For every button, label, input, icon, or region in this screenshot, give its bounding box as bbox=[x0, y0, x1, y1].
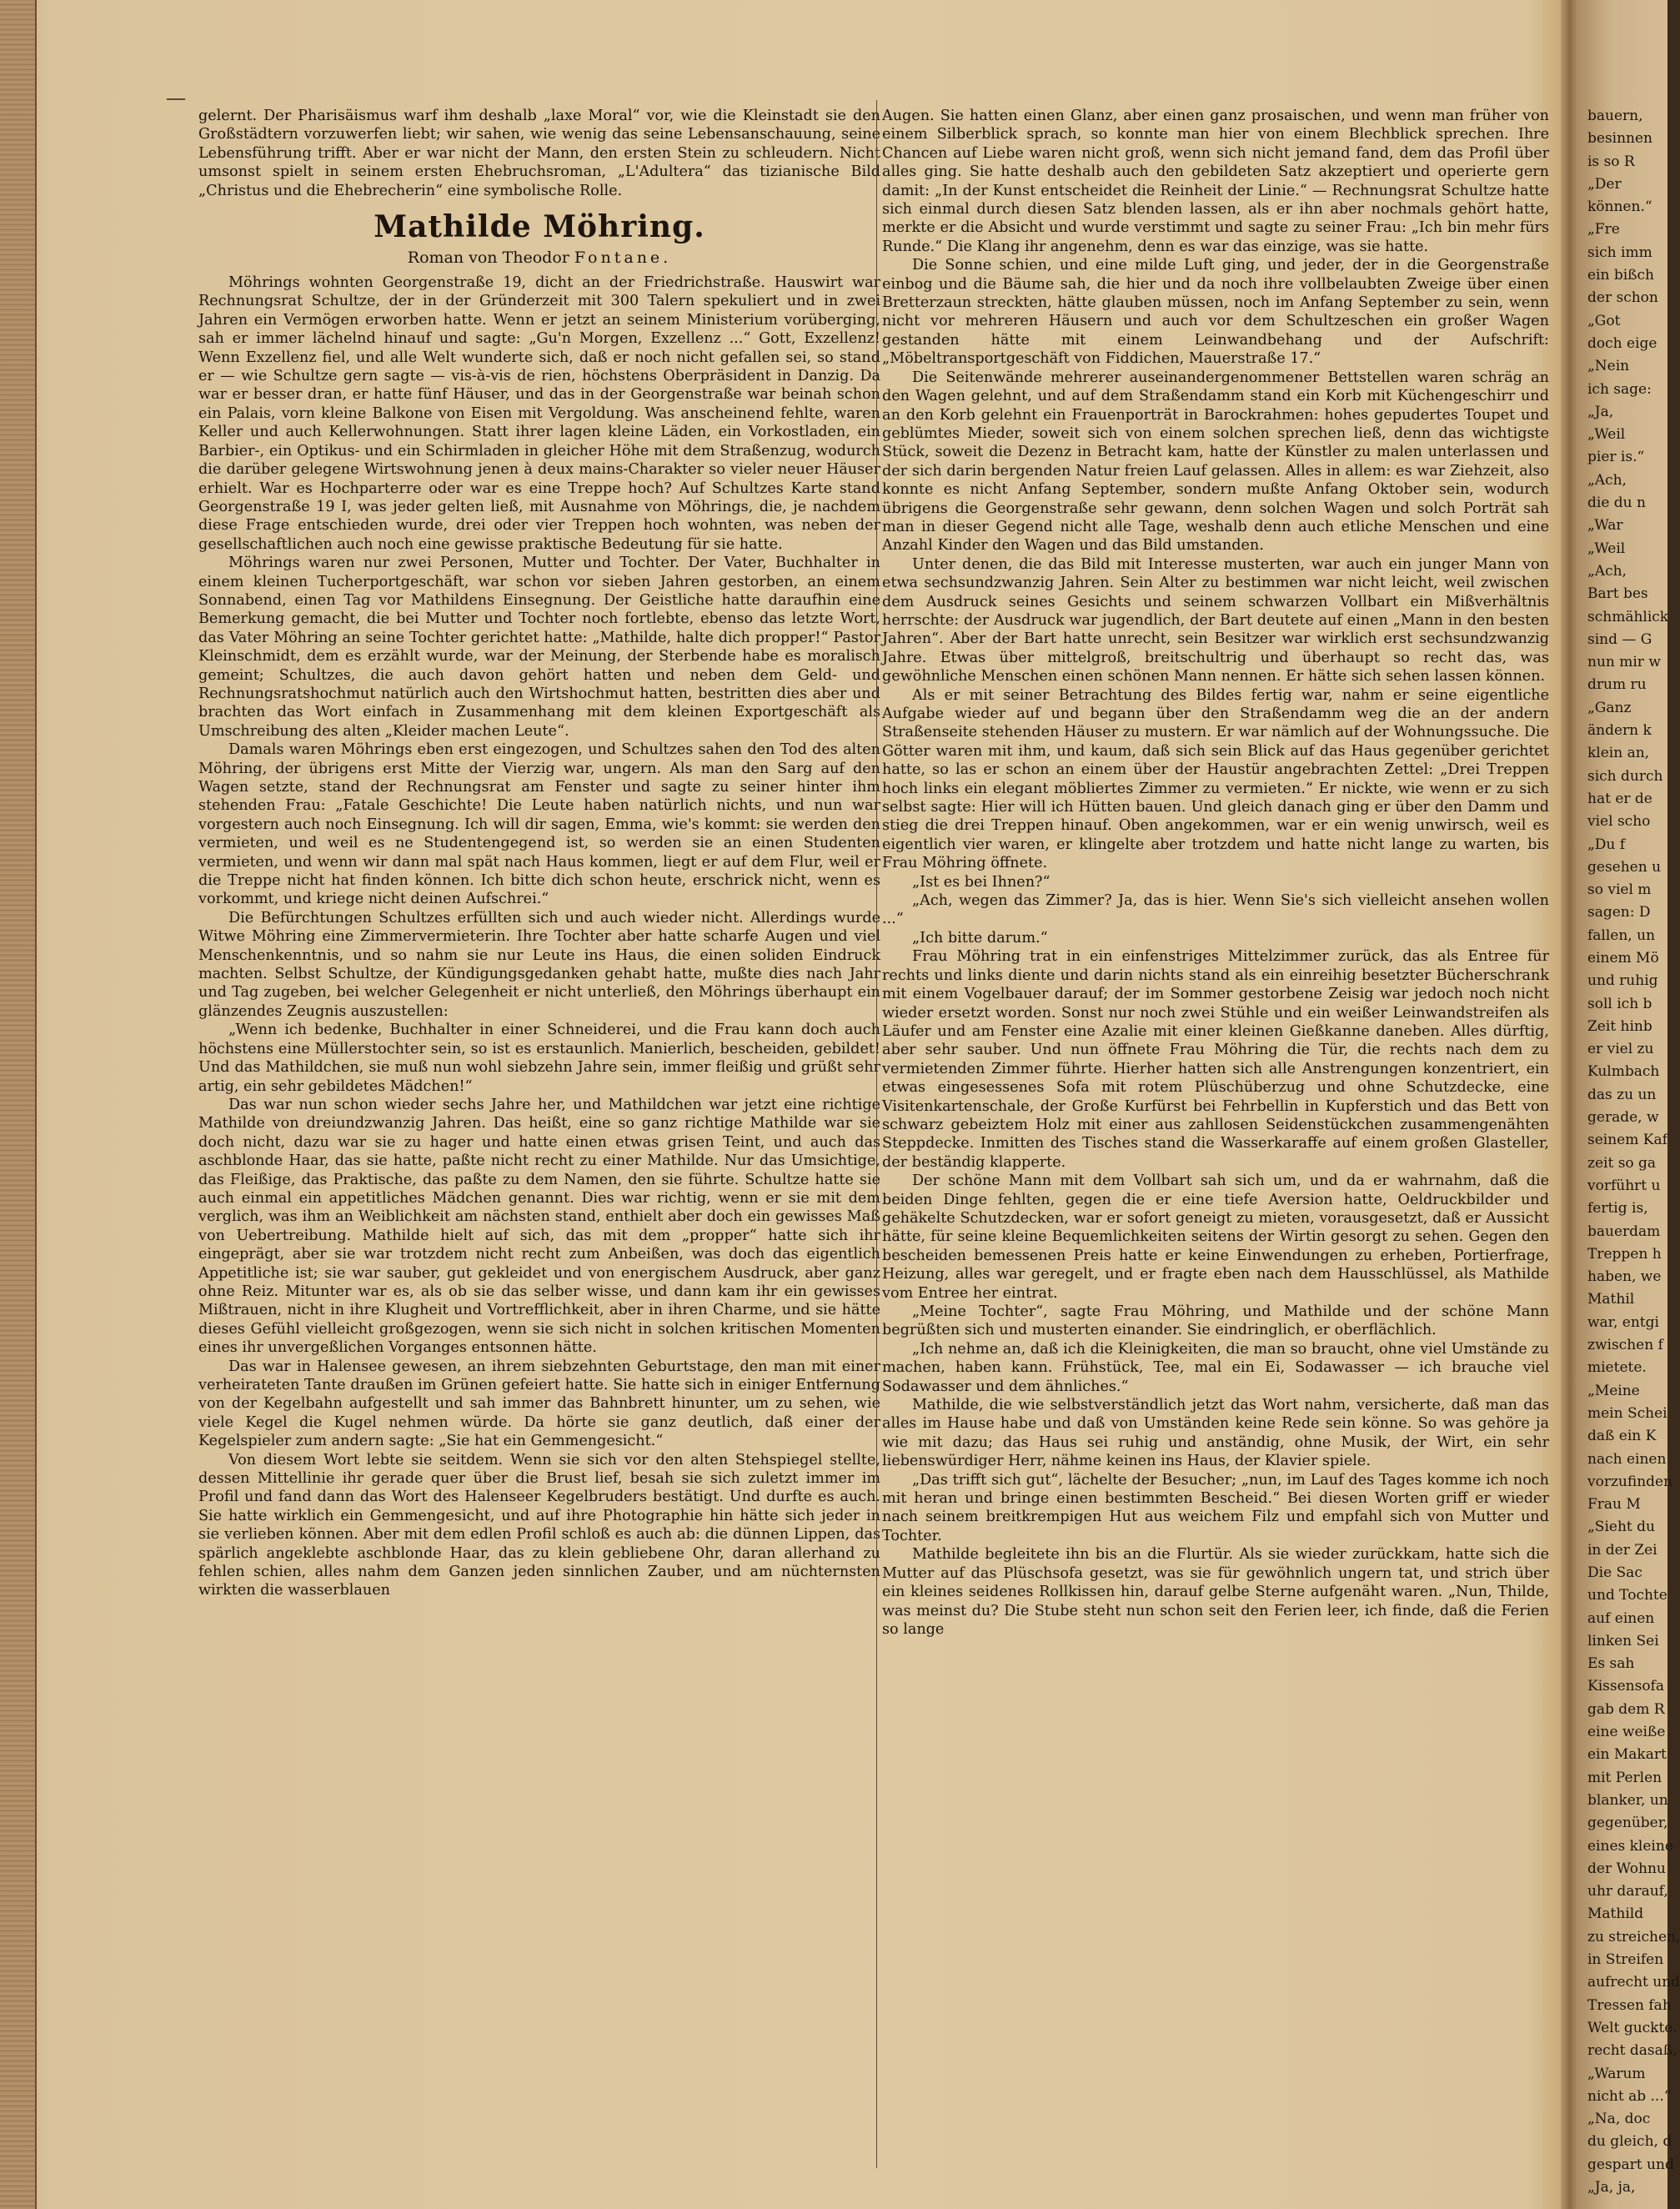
article-subtitle bbox=[198, 247, 880, 269]
facing-page-line: Zeit hinb bbox=[1587, 1017, 1652, 1035]
facing-page-column bbox=[1587, 107, 1680, 2196]
facing-page-line: bauerdam bbox=[1587, 1222, 1661, 1240]
facing-page-line: vorzufinden bbox=[1587, 1473, 1673, 1490]
facing-page-line: „War bbox=[1587, 517, 1623, 535]
facing-page-line: gesehen u bbox=[1587, 858, 1662, 876]
facing-page-line: gab dem R bbox=[1587, 1700, 1665, 1718]
paragraph: Mathilde begleitete ihn bis an die Flurtür. Als sie wieder zurückkam, hatte sich die Mutter auf das Plüschsofa gesetzt, was sie für gewöhnlich ungern tat, und strich über ein kleines seidenes Rollkissen hin, darauf gelbe Sterne aufgenäht waren. „Nun, Thilde, was meinst du? Die Stube steht nun schon seit den Ferien leer, ich finde, daß die Ferien so lange bbox=[882, 1546, 1549, 1638]
facing-page-line: Treppen h bbox=[1587, 1245, 1662, 1263]
facing-page-line: „Du f bbox=[1587, 836, 1626, 853]
facing-page-line: aufrecht und bbox=[1587, 1974, 1680, 1991]
book-gutter bbox=[1561, 0, 1576, 2209]
facing-page-line: linken Sei bbox=[1587, 1632, 1659, 1649]
facing-page-line: „Ganz bbox=[1587, 699, 1632, 716]
facing-page-line: pier is.“ bbox=[1587, 449, 1645, 466]
facing-page-line: gegenüber, bbox=[1587, 1815, 1668, 1832]
facing-page-line: „Weil bbox=[1587, 426, 1626, 444]
facing-page-line: „Der bbox=[1587, 175, 1622, 193]
facing-page-line: Kulmbach bbox=[1587, 1063, 1660, 1081]
facing-page-line: du gleich, d bbox=[1587, 2133, 1672, 2151]
article-title: Mathilde Möhring. bbox=[374, 209, 705, 245]
facing-page-line: haben, we bbox=[1587, 1268, 1662, 1286]
paragraph: Die Befürchtungen Schultzes erfüllten sich und auch wieder nicht. Allerdings wurde Witwe Möhring eine Zimmervermieterin. Ihre Tochter aber hatte scharfe Augen und viel Menschenkenntnis, und so nahm sie nur Leute ins Haus, die einen soliden Eindruck machten. Selbst Schultze, der Kündigungsgedanken gehabt hatte, mußte dies nach Jahr und Tag zugeben, bei welcher Gelegenheit er nicht unterließ, den Möhrings überhaupt ein glänzendes Zeugnis auszustellen: bbox=[198, 909, 880, 1020]
facing-page-line: „Ja, ja, bbox=[1587, 2179, 1636, 2196]
facing-page-line: ändern k bbox=[1587, 722, 1652, 740]
facing-page-line: Mathild bbox=[1587, 1905, 1644, 1923]
facing-page-line: „Got bbox=[1587, 312, 1621, 329]
paragraph: „Das trifft sich gut“, lächelte der Besucher; „nun, im Lauf des Tages komme ich noch mit heran und bringe einen bestimmten Bescheid.“ Bei diesen Worten griff er wieder nach seinem breitkrempigen Hut aus weichem Filz und empfahl sich von Mutter und Tochter. bbox=[882, 1471, 1549, 1544]
paragraph: Augen. Sie hatten einen Glanz, aber einen ganz prosaischen, und wenn man früher von einem Silberblick sprach, so konnte man hier von einem Blechblick sprechen. Ihre Chancen auf Liebe waren nicht groß, wenn sich nicht jemand fand, dem das Profil über alles ging. Sie hatte deshalb auch den gebildeten Satz akzeptiert und operierte gern damit: „In der Kunst entscheidet die Reinheit der Linie.“ — Rechnungsrat Schultze hatte sich einmal durch diesen Satz blenden lassen, als er ihn aber nochmals gehört hatte, merkte er die Absicht und wurde verstimmt und sagte zu seiner Frau: „Ich bin mehr fürs Runde.“ Die Klang ihr angenehm, denn es war das einzige, was sie hatte. bbox=[882, 108, 1549, 255]
facing-page-line: bauern, bbox=[1587, 108, 1643, 124]
facing-page-line: „Ach, bbox=[1587, 471, 1627, 489]
facing-page-line: vorführt u bbox=[1587, 1177, 1661, 1194]
paragraph: „Meine Tochter“, sagte Frau Möhring, und Mathilde und der schöne Mann begrüßten sich und musterten einander. Sie eindringlich, er oberflächlich. bbox=[882, 1303, 1549, 1339]
facing-page-line: „Nein bbox=[1587, 358, 1630, 375]
facing-page-line: in Streifen bbox=[1587, 1951, 1664, 1969]
paragraph: „Ich bitte darum.“ bbox=[912, 929, 1048, 946]
facing-page-line: nun mir w bbox=[1587, 654, 1661, 671]
facing-page-line: fallen, un bbox=[1587, 926, 1656, 944]
facing-page-line: drum ru bbox=[1587, 676, 1647, 694]
facing-page-line: sagen: D bbox=[1587, 904, 1651, 921]
facing-page-line: „Fre bbox=[1587, 221, 1620, 238]
facing-page-line: mein Schei bbox=[1587, 1404, 1667, 1422]
facing-page-line: mietete. bbox=[1587, 1359, 1647, 1377]
left-column bbox=[198, 107, 880, 2166]
facing-page-line: in der Zei bbox=[1587, 1541, 1657, 1559]
author-name: Fontane. bbox=[574, 249, 672, 268]
column-divider bbox=[876, 100, 877, 2168]
facing-page-line: und ruhig bbox=[1587, 972, 1658, 990]
facing-page-line: klein an, bbox=[1587, 745, 1650, 762]
facing-page-line: sich durch bbox=[1587, 767, 1663, 785]
facing-page-line: „Warum bbox=[1587, 2065, 1646, 2082]
facing-page-line: besinnen bbox=[1587, 130, 1653, 148]
facing-page-line: nicht ab ...“ bbox=[1587, 2087, 1672, 2105]
facing-page-line: war, entgi bbox=[1587, 1313, 1659, 1331]
facing-page-line: Die Sac bbox=[1587, 1564, 1642, 1581]
facing-page-line: Mathil bbox=[1587, 1291, 1635, 1308]
paragraph: Das war in Halensee gewesen, an ihrem siebzehnten Geburtstage, den man mit einer verheirateten Tante draußen im Grünen gefeiert hatte. Sie hatte sich in einiger Entfernung von der Kegelbahn aufgestellt und sah immer das Bahnbrett hinunter, um zu sehen, wie viele Kegel die Kugel nehmen würde. Da hörte sie ganz deutlich, daß einer der Kegelspieler zum andern sagte: „Sie hat ein Gemmengesicht.“ bbox=[198, 1358, 880, 1450]
facing-page-line: „Meine bbox=[1587, 1382, 1640, 1399]
facing-page-line: uhr darauf, bbox=[1587, 1883, 1668, 1900]
paragraph: Der schöne Mann mit dem Vollbart sah sich um, und da er wahrnahm, daß die beiden Dinge fehlten, gegen die er eine tiefe Aversion hatte, Oeldruckbilder und gehäkelte Schutzdecken, war er sofort geneigt zu mieten, vorausgesetzt, daß er Aussicht hätte, für seine kleine Bequemlichkeiten seitens der Wirtin gesorgt zu sehen. Gegen den bescheiden bemessenen Preis hatte er keine Einwendungen zu erheben, Portierfrage, Heizung, alles war geregelt, und er fragte eben nach dem Hausschlüssel, als Mathilde vom Entree her eintrat. bbox=[882, 1172, 1549, 1302]
facing-page-line: sind — G bbox=[1587, 630, 1652, 648]
facing-page-line: zwischen f bbox=[1587, 1337, 1663, 1354]
page-margin-mark bbox=[167, 98, 185, 100]
subtitle-prefix: Roman von Theodor bbox=[407, 249, 569, 268]
facing-page-line: mit Perlen bbox=[1587, 1769, 1662, 1786]
paragraph: Die Seitenwände mehrerer auseinandergenommener Bettstellen waren schräg an den Wagen gelehnt, und auf dem Straßendamm stand ein Korb mit Küchengeschirr und an den Korb gelehnt ein Frauenporträt in Barockrahmen: hohes gepudertes Toupet und geblümtes Mieder, soweit sich von einem solchen sprechen ließ, denn das wichtigste Stück, soweit die Dezenz in Betracht kam, hatte der Künstler zu malen unterlassen und der sich darin bergenden Natur freien Lauf gelassen. Alles in allem: es war Ziehzeit, also konnte es nicht Anfang September, sondern mußte Anfang Oktober sein, wodurch übrigens die Georgenstraße sehr gewann, denn solchen Wagen und solch Porträt sah man in dieser Gegend nicht alle Tage, weshalb denn auch etliche Menschen und eine Anzahl Kinder den Wagen und das Bild umstanden. bbox=[882, 369, 1549, 555]
paragraph: Von diesem Wort lebte sie seitdem. Wenn sie sich vor den alten Stehspiegel stellte, dessen Mittellinie ihr gerade quer über die Brust lief, besah sie sich zuletzt immer im Profil und fand dann das Wort des Halenseer Kegelbruders bestätigt. Und durfte es auch. Sie hatte wirklich ein Gemmengesicht, und auf ihre Photographie hin hätte sich jeder in sie verlieben können. Aber mit dem edlen Profil schloß es auch ab: die dünnen Lippen, das spärlich angeklebte aschblonde Haar, das zu klein gebliebene Ohr, daran allerhand zu fehlen schien, alles nahm dem Ganzen jeden sinnlichen Zauber, und am nüchternsten wirkten die wasserblauen bbox=[198, 1451, 880, 1599]
facing-page-line: Tressen fah bbox=[1587, 1996, 1672, 2014]
facing-page-line: Frau M bbox=[1587, 1496, 1641, 1514]
intro-paragraph: gelernt. Der Pharisäismus warf ihm deshalb „laxe Moral“ vor, wie die Kleinstadt sie den Großstädtern vorzuwerfen liebt; wir sahen, wie wenig das seine Lebensanschauung, seine Lebensführung trifft. Aber er war nicht der Mann, den ersten Stein zu schleudern. Nicht umsonst spielt in seinem ersten Ehebruchsroman, „L'Adultera“ das tizianische Bild „Christus und die Ehebrecherin“ eine symbolische Rolle. bbox=[198, 108, 880, 199]
facing-page-line: sich imm bbox=[1587, 243, 1652, 261]
facing-page-line: „Na, doc bbox=[1587, 2111, 1651, 2128]
paragraph: Möhrings waren nur zwei Personen, Mutter und Tochter. Der Vater, Buchhalter in einem kleinen Tucherportgeschäft, war schon vor sieben Jahren gestorben, an einem Sonnabend, einen Tag vor Mathildens Einsegnung. Der Geistliche hatte daraufhin eine Bemerkung gemacht, die bei Mutter und Tochter noch fortlebte, ebenso das letzte Wort, das Vater Möhring an seine Tochter gerichtet hatte: „Mathilde, halte dich propper!“ Pastor Kleinschmidt, dem es erzählt wurde, war der Meinung, der Sterbende habe es moralisch gemeint; Schultzes, die auch davon gehört hatten und neben dem Geld- und Rechnungsratshochmut natürlich auch den Wirtshochmut hatten, bestritten dies aber und brachten das Wort einfach in Zusammenhang mit dem kleinen Exportgeschäft als Umschreibung des alten „Kleider machen Leute“. bbox=[198, 555, 880, 740]
facing-page-line: „Ach, bbox=[1587, 562, 1627, 580]
facing-page-line: seinem Kaf bbox=[1587, 1132, 1667, 1149]
facing-page-line: fertig is, bbox=[1587, 1200, 1648, 1217]
paragraph: Die Sonne schien, und eine milde Luft ging, und jeder, der in die Georgenstraße einbog und die Bäume sah, die hier und da noch ihre vollbelaubten Zweige über einen Bretterzaun streckten, hätte glauben müssen, noch im Anfang September zu sein, wenn nicht vor mehreren Häusern und auch vor dem Schultzeschen ein großer Wagen gestanden hätte mit einem Leinwandbehang und der Aufschrift: „Möbeltransportgeschäft von Fiddichen, Mauerstraße 17.“ bbox=[882, 257, 1549, 368]
facing-page-line: blanker, un bbox=[1587, 1791, 1668, 1809]
facing-page-line: eine weiße bbox=[1587, 1724, 1666, 1741]
facing-page-line: hat er de bbox=[1587, 790, 1652, 807]
facing-page-line: ich sage: bbox=[1587, 380, 1652, 398]
facing-page-line: gespart und bbox=[1587, 2156, 1674, 2173]
paragraph: Als er mit seiner Betrachtung des Bildes fertig war, nahm er seine eigentliche Aufgabe wieder auf und begann über den Straßendamm weg die an der andern Straßenseite stehenden Häuser zu mustern. Er war nämlich auf der Wohnungssuche. Die Götter waren mit ihm, und kaum, daß sich sein Blick auf das Haus gegenüber gerichtet hatte, so las er schon an einem über der Haustür angebrachten Zettel: „Drei Treppen hoch links ein elegant möbliertes Zimmer zu vermieten.“ Er nickte, wie wenn er zu sich selbst sagte: Hier will ich Hütten bauen. Und gleich danach ging er über den Damm und stieg die drei Treppen hinauf. Oben angekommen, war er ein wenig unwirsch, weil es eigentlich vier waren, er klingelte aber trotzdem und hatte nicht lange zu warten, bis Frau Möhring öffnete. bbox=[882, 686, 1549, 872]
facing-page-line: „Ja, bbox=[1587, 403, 1614, 420]
facing-page-line: Es sah bbox=[1587, 1655, 1635, 1673]
facing-page-line: der Wohnu bbox=[1587, 1860, 1666, 1877]
facing-page-line: er viel zu bbox=[1587, 1041, 1654, 1058]
facing-page-line: zeit so ga bbox=[1587, 1154, 1657, 1172]
paragraph: „Ach, wegen das Zimmer? Ja, das is hier. Wenn Sie's sich vielleicht ansehen wollen ...“ bbox=[882, 892, 1549, 928]
right-column bbox=[882, 107, 1549, 2175]
facing-page-line: die du n bbox=[1587, 495, 1646, 512]
facing-page-line: auf einen bbox=[1587, 1609, 1655, 1627]
facing-page-line: doch eige bbox=[1587, 334, 1657, 352]
paragraph: „Ich nehme an, daß ich die Kleinigkeiten, die man so braucht, ohne viel Umstände zu machen, haben kann. Frühstück, Tee, mal ein Ei, Sodawasser — ich brauche viel Sodawasser und dem ähnliches.“ bbox=[882, 1340, 1549, 1395]
book-binding-edge bbox=[0, 0, 37, 2209]
facing-page-line: zu streichen, bbox=[1587, 1928, 1680, 1945]
facing-page-line: viel scho bbox=[1587, 813, 1651, 831]
paragraph: Möhrings wohnten Georgenstraße 19, dicht an der Friedrichstraße. Hauswirt war Rechnungsrat Schultze, der in der Gründerzeit mit 300 Talern spekuliert und in zwei Jahren ein Vermögen erworben hatte. Wenn er jetzt an seinem Ministerium vorüberging, sah er immer lächelnd hinauf und sagte: „Gu'n Morgen, Exzellenz ...“ Gott, Exzellenz! Wenn Exzellenz fiel, und alle Welt wunderte sich, daß er noch nicht gefallen sei, so stand er — wie Schultze gern sagte — vis-à-vis de rien, höchstens Oberpräsident in Danzig. Da war er besser dran, er hatte fünf Häuser, und das in der Georgenstraße war beinah schon ein Palais, vorn kleine Balkone von Eisen mit Vergoldung. Was anscheinend fehlte, waren Keller und auch Kellerwohnungen. Statt ihrer lagen kleine Läden, ein Vorkostladen, ein Barbier-, ein Optikus- und ein Schirmladen in gleicher Höhe mit dem Straßenzug, wodurch die darüber gelegene Wirtswohnung jenen à deux mains-Charakter so vieler neuer Häuser erhielt. War es Hochparterre oder war es eine Treppe hoch? Auf Schultzes Karte stand Georgenstraße 19 I, was jeder gelten ließ, mit Ausnahme von Möhrings, die, je nachdem diese Frage entschieden wurde, drei oder vier Treppen hoch wohnten, was neben der gesellschaftlichen auch noch eine gewisse praktische Bedeutung für sie hatte. bbox=[198, 274, 880, 553]
facing-page-line: das zu un bbox=[1587, 1086, 1657, 1103]
facing-page-line: eines kleine bbox=[1587, 1837, 1673, 1855]
facing-page-line: soll ich b bbox=[1587, 995, 1652, 1012]
paragraph: Unter denen, die das Bild mit Interesse musterten, war auch ein junger Mann von etwa sechsundzwanzig Jahren. Sein Alter zu bestimmen war nicht leicht, weil zwischen dem Ausdruck seines Gesichts und seinem schwarzen Vollbart ein Mißverhältnis herrschte: der Ausdruck war jugendlich, der Bart deutete auf einen „Mann in den besten Jahren“. Aber der Bart hatte unrecht, sein Besitzer war wirklich erst sechsundzwanzig Jahre. Etwas über mittelgroß, breitschultrig und überhaupt so recht das, was gewöhnliche Menschen einen schönen Mann nennen. Er hätte sich sehen lassen können. bbox=[882, 555, 1549, 685]
facing-page-line: einem Mö bbox=[1587, 949, 1659, 966]
facing-page-line: daß ein K bbox=[1587, 1428, 1657, 1445]
facing-page-line: so viel m bbox=[1587, 881, 1652, 899]
facing-page-line: is so R bbox=[1587, 153, 1635, 170]
facing-page-line: und Tochte bbox=[1587, 1587, 1667, 1604]
facing-page-line: gerade, w bbox=[1587, 1109, 1659, 1127]
facing-page-line: Bart bes bbox=[1587, 585, 1648, 603]
paragraph: „Ist es bei Ihnen?“ bbox=[912, 873, 1051, 891]
facing-page-line: „Weil bbox=[1587, 540, 1626, 557]
facing-page-line: Kissensofa bbox=[1587, 1678, 1664, 1695]
paragraph: Damals waren Möhrings eben erst eingezogen, und Schultzes sahen den Tod des alten Möhring, der übrigens erst Mitte der Vierzig war, ungern. Als man den Sarg auf den Wagen setzte, stand der Rechnungsrat am Fenster und sagte zu seiner hinter ihm stehenden Frau: „Fatale Geschichte! Die Leute haben natürlich nichts, und nun war vorgestern auch noch Einsegnung. Ich will dir sagen, Emma, wie's kommt: sie werden den vermieten, und weil es ne Studentengegend ist, so werden sie an einen Studenten vermieten, und wenn wir dann mal spät nach Haus kommen, liegt er auf dem Flur, weil er die Treppe nicht hat finden können. Ich bitte dich schon heute, erschrick nicht, wenn es vorkommt, und kriege nicht deinen Aufschrei.“ bbox=[198, 741, 880, 908]
paragraph: Frau Möhring trat in ein einfenstriges Mittelzimmer zurück, das als Entree für rechts und links diente und darin nichts stand als ein einreihig besetzter Bücherschrank mit einem Vogelbauer darauf; der im Sommer gestorbene Zeisig war jedoch noch nicht wieder ersetzt worden. Sonst nur noch zwei Stühle und ein weißer Leinwandstreifen als Läufer und am Fenster eine Azalie mit einer kleinen Gießkanne daneben. Alles dürftig, aber sehr sauber. Und nun öffnete Frau Möhring die Tür, die rechts nach dem zu vermietenden Zimmer führte. Hierher hatten sich alle Anstrengungen konzentriert, ein etwas eingesessenes Sofa mit rotem Plüschüberzug und ohne Schutzdecke, eine Visitenkartenschale, der Große Kurfürst bei Fehrbellin in Kupferstich und das Bett von schwarz gebeiztem Holz mit einer aus zahllosen Seidenstückchen zusammengenähten Steppdecke. Inmitten des Tisches stand die Wasserkaraffe auf einem großen Glasteller, der beständig klapperte. bbox=[882, 948, 1549, 1171]
facing-page-line: „Sieht du bbox=[1587, 1519, 1655, 1536]
paragraph: „Wenn ich bedenke, Buchhalter in einer Schneiderei, und die Frau kann doch auch höchstens eine Müllerstochter sein, so ist es erstaunlich. Manierlich, bescheiden, gebildet! Und das Mathildchen, sie muß nun wohl siebzehn Jahre sein, immer fleißig und grüßt sehr artig, ein sehr gebildetes Mädchen!“ bbox=[198, 1022, 880, 1095]
facing-page-line: Welt guckte. bbox=[1587, 2019, 1677, 2036]
facing-page-line: der schon bbox=[1587, 289, 1658, 307]
paragraph: Das war nun schon wieder sechs Jahre her, und Mathildchen war jetzt eine richtige Mathilde von dreiundzwanzig Jahren. Das heißt, eine so ganz richtige Mathilde war sie doch nicht, dazu war sie zu hager und hatte einen etwas grisen Teint, und auch das aschblonde Haar, das sie hatte, paßte nicht recht zu einer Mathilde. Nur das Umsichtige, das Fleißige, das Praktische, das paßte zu dem Namen, den sie führte. Schultze hatte sie auch einmal ein appetitliches Mädchen genannt. Dies war richtig, wenn er sie mit dem verglich, was ihm an Weiblichkeit am nächsten stand, enthielt aber doch ein gewisses Maß von Uebertreibung. Mathilde hielt auf sich, das mit dem „propper“ hatte sich ihr eingeprägt, aber sie war trotzdem nicht recht zum Anbeißen, was doch das eigentlich Appetitliche ist; sie war sauber, gut gekleidet und von energischem Ausdruck, aber ganz ohne Reiz. Mitunter war es, als ob sie das selber wisse, und dann kam ihr ein gewisses Mißtrauen, nicht in ihre Klugheit und Vortrefflichkeit, aber in ihren Charme, und sie hätte dieses Gefühl vielleicht großgezogen, wenn sie sich nicht in solchen kritischen Momenten eines ihr unvergeßlichen Vorganges entsonnen hätte. bbox=[198, 1096, 880, 1357]
facing-page-line: ein bißch bbox=[1587, 267, 1654, 284]
facing-page-line: können.“ bbox=[1587, 198, 1652, 216]
facing-page-line: ein Makart bbox=[1587, 1746, 1667, 1764]
facing-page-line: schmählick bbox=[1587, 608, 1669, 625]
facing-page-line: nach einen bbox=[1587, 1450, 1667, 1468]
paragraph: Mathilde, die wie selbstverständlich jetzt das Wort nahm, versicherte, daß man das alles im Hause habe und daß von Umständen keine Rede sein könne. So was gehöre ja wie mit dazu; das Haus sei ruhig und anständig, ohne Musik, der Wirt, ein sehr liebenswürdiger Herr, nähme keinen ins Haus, der Klavier spiele. bbox=[882, 1397, 1549, 1470]
facing-page-line: recht dasaß, bbox=[1587, 2042, 1677, 2060]
